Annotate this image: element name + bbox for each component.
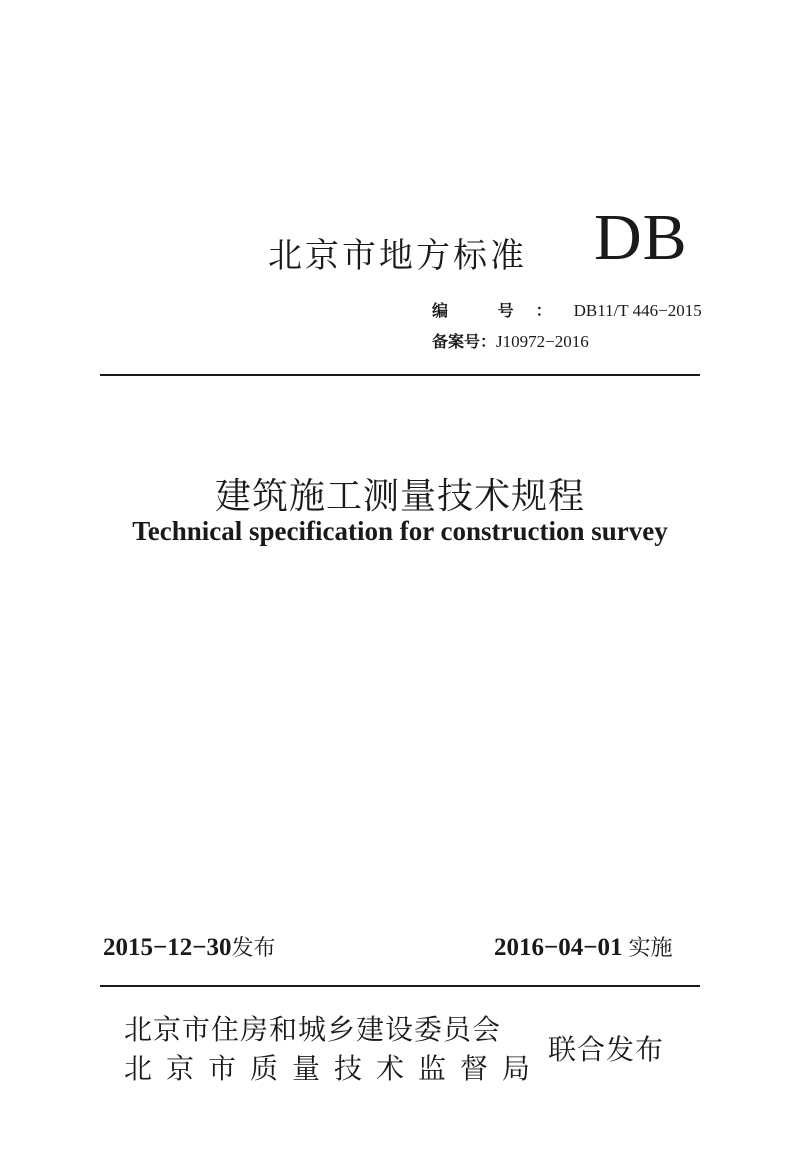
issue-label: 发布 (231, 936, 276, 961)
title-chinese: 建筑施工测量技术规程 (214, 476, 585, 517)
issuing-authority-2: 北京市质量技术监督局 (124, 1052, 545, 1085)
title-english: Technical specification for construction survey (132, 516, 668, 546)
implement-label: 实施 (628, 936, 673, 961)
issuing-authority-1: 北京市住房和城乡建设委员会 (124, 1013, 502, 1046)
filing-number-value: J10972−2016 (496, 332, 589, 351)
filing-number-label: 备案号： (432, 332, 497, 351)
standard-mark: DB (594, 201, 688, 274)
standard-number-label: 编 号： (432, 301, 574, 320)
filing-number-row (432, 329, 589, 352)
bottom-divider (100, 985, 700, 987)
joint-issue-label: 联合发布 (548, 1033, 665, 1066)
issue-date: 2015−12−30 (103, 934, 232, 961)
standard-number-value: DB11/T 446−2015 (573, 301, 702, 320)
issue-date-block (103, 931, 276, 962)
top-divider (100, 374, 700, 376)
standard-type: 北京市地方标准 (268, 236, 527, 276)
implement-date: 2016−04−01 (494, 934, 623, 961)
standard-number-row (432, 298, 702, 321)
implement-date-block (494, 931, 673, 962)
